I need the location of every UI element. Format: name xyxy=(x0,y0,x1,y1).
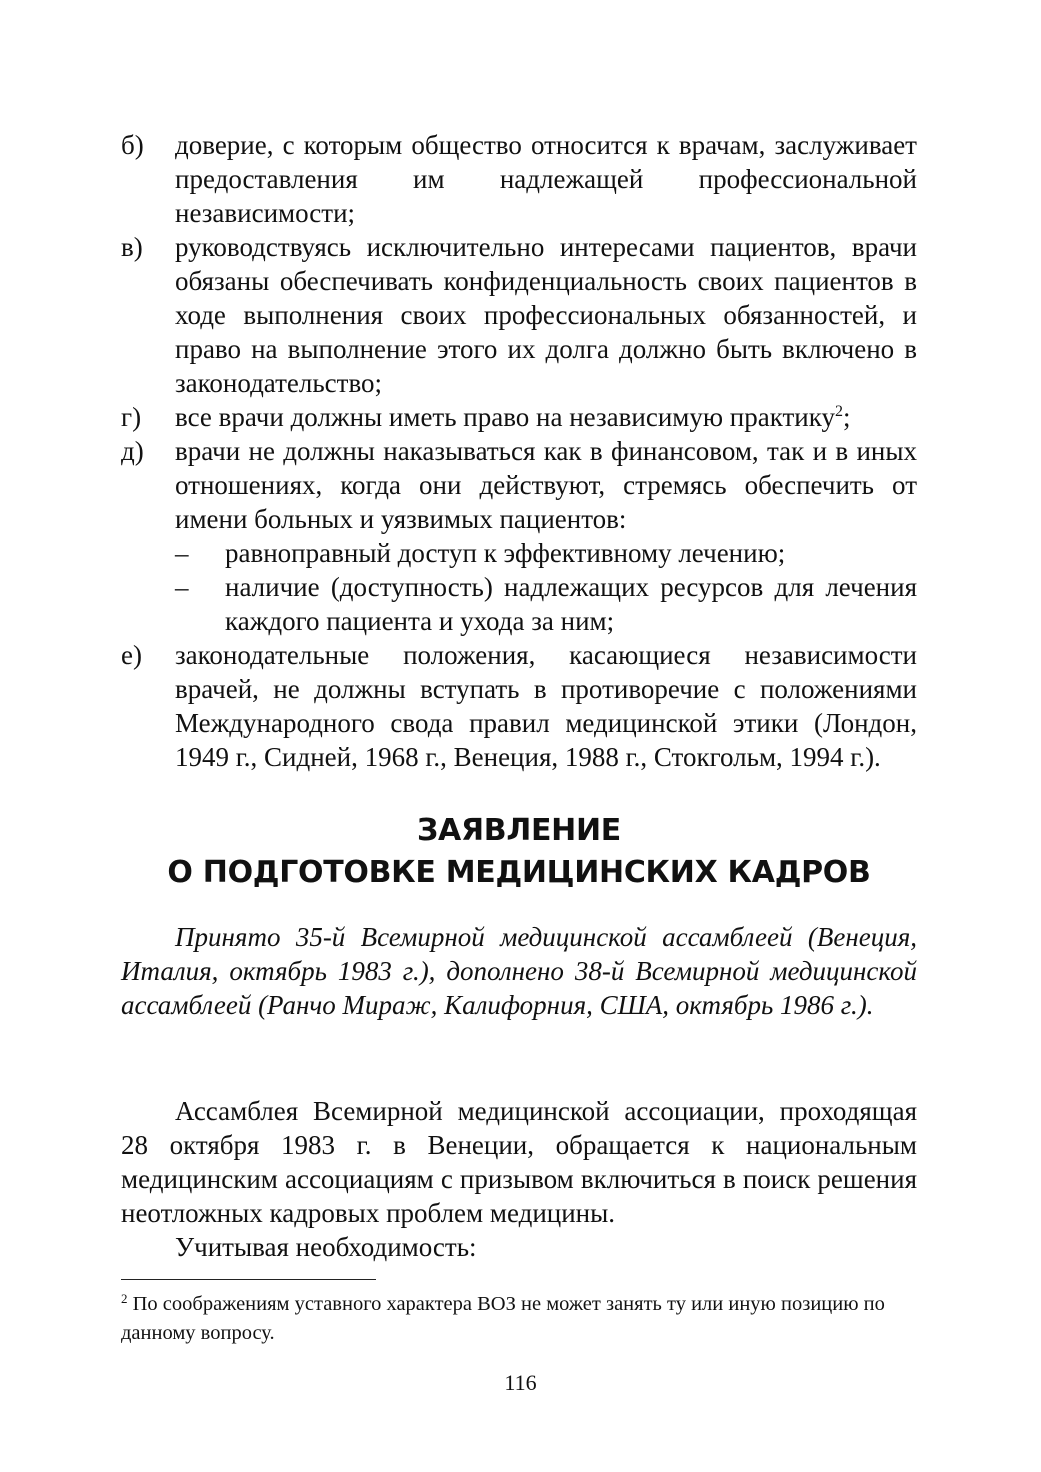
list-marker: г) xyxy=(121,402,142,432)
footnote-number: 2 xyxy=(121,1291,128,1306)
body-paragraph: Ассамблея Всемирной медицинской ассоциации, проходящая 28 октября 1983 г. в Венеции, обращается к национальным медицинским ассоциациям с призывом включиться в поиск решения неотложных кадровых проблем медицины. xyxy=(121,1096,917,1228)
page-number: 116 xyxy=(504,1370,537,1395)
adoption-note: Принято 35-й Всемирной медицинской ассамблеей (Венеция, Италия, октябрь 1983 г.), дополнено 38-й Всемирной медицинской ассамблеей (Ранчо Мираж, Калифорния, США, октябрь 1986 г.). xyxy=(121,922,917,1020)
list-marker: д) xyxy=(121,436,144,466)
list-item-text: доверие, с которым общество относится к врачам, заслуживает предоставления им надлежащей профессиональной независимости; xyxy=(175,130,917,228)
principles-list xyxy=(121,128,917,774)
sub-list-item xyxy=(175,536,917,570)
list-item-text: законодательные положения, касающиеся независимости врачей, не должны вступать в противоречие с положениями Международного свода правил медицинской этики (Лондон, 1949 г., Сидней, 1968 г., Венеция, 1988 г., Стокгольм, 1994 г.). xyxy=(175,640,917,772)
list-item-punctuation: ; xyxy=(842,402,851,432)
sub-list-item xyxy=(175,570,917,638)
list-item-e xyxy=(121,638,917,774)
footnote-text: По соображениям уставного характера ВОЗ не может занять ту или иную позицию по данному вопросу. xyxy=(121,1293,885,1344)
footnote xyxy=(121,1290,917,1348)
section-heading xyxy=(121,810,917,894)
dash-marker: – xyxy=(175,572,189,602)
heading-line-1: ЗАЯВЛЕНИЕ xyxy=(417,813,621,848)
sub-list xyxy=(175,536,917,638)
body-paragraph: Учитывая необходимость: xyxy=(175,1232,477,1262)
list-item-text: руководствуясь исключительно интересами пациентов, врачи обязаны обеспечивать конфиденциальность своих пациентов в ходе выполнения своих профессиональных обязанностей, и право на выполнение этого их долга должно быть включено в законодательство; xyxy=(175,232,917,398)
dash-marker: – xyxy=(175,538,189,568)
list-marker: в) xyxy=(121,232,143,262)
list-item-text: врачи не должны наказываться как в финансовом, так и в иных отношениях, когда они действуют, стремясь обеспечить от имени больных и уязвимых пациентов: xyxy=(175,436,917,534)
list-item-v xyxy=(121,230,917,400)
sub-list-item-text: равноправный доступ к эффективному лечению; xyxy=(225,538,786,568)
list-marker: е) xyxy=(121,640,142,670)
footnote-reference[interactable]: 2 xyxy=(834,403,843,420)
heading-line-2: О ПОДГОТОВКЕ МЕДИЦИНСКИХ КАДРОВ xyxy=(167,855,871,890)
footnote-divider xyxy=(121,1279,376,1280)
body-text xyxy=(121,1094,917,1264)
list-item-d xyxy=(121,434,917,638)
list-marker: б) xyxy=(121,130,144,160)
list-item-b xyxy=(121,128,917,230)
list-item-text: все врачи должны иметь право на независимую практику xyxy=(175,402,835,432)
sub-list-item-text: наличие (доступность) надлежащих ресурсов для лечения каждого пациента и ухода за ним; xyxy=(225,572,917,636)
list-item-g xyxy=(121,400,917,434)
